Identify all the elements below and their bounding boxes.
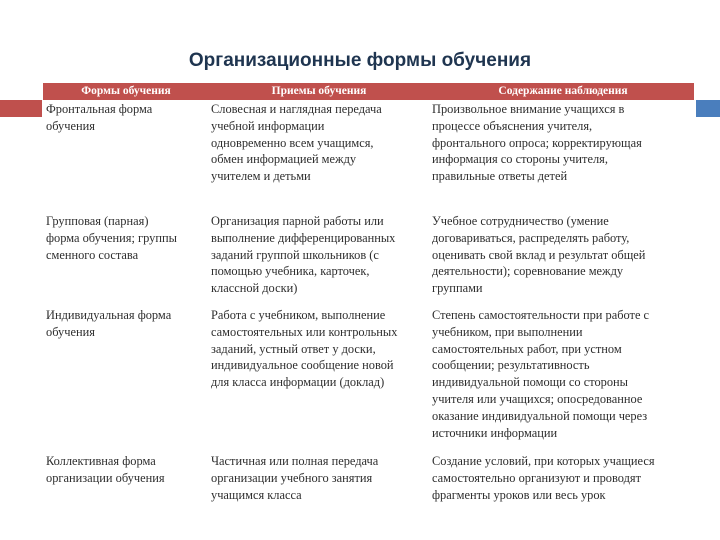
cell-methods: Организация парной работы или выполнение дифференцированных заданий группой школьников (с помощью учебника, карточек, классной доски) bbox=[211, 214, 396, 296]
cell-form: Индивидуальная форма обучения bbox=[46, 308, 172, 339]
left-accent-bar bbox=[0, 100, 42, 117]
table-header bbox=[43, 83, 694, 100]
slide-title: Организационные формы обучения bbox=[188, 50, 532, 71]
table-row bbox=[43, 453, 694, 513]
cell-observation: Произвольное внимание учащихся в процессе объяснения учителя, фронтального опроса; корректирующая информация со стороны учителя, правильные ответы детей bbox=[432, 102, 642, 184]
forms-table bbox=[43, 83, 694, 513]
header-observation: Содержание наблюдения bbox=[498, 85, 628, 97]
cell-methods: Словесная и наглядная передача учебной информации одновременно всем учащимся, обмен информацией между учителем и детьми bbox=[211, 102, 382, 184]
header-methods: Приемы обучения bbox=[271, 85, 367, 97]
header-forms: Формы обучения bbox=[81, 85, 171, 97]
cell-form: Коллективная форма организации обучения bbox=[46, 454, 165, 485]
table-row bbox=[43, 100, 694, 213]
cell-observation: Учебное сотрудничество (умение договариваться, распределять работу, оценивать свой вклад и результат общей деятельности); соревнование между группами bbox=[432, 214, 646, 296]
table-row bbox=[43, 307, 694, 453]
cell-observation: Степень самостоятельности при работе с учебником, при выполнении самостоятельных работ, при устном сообщении; результативность индивидуальной помощи со стороны учителя или учащихся; опосредованное оказание индивидуальной помощи через источники информации bbox=[432, 308, 650, 440]
cell-form: Фронтальная форма обучения bbox=[46, 102, 153, 133]
cell-form: Групповая (парная) форма обучения; группы сменного состава bbox=[46, 214, 177, 262]
right-accent-bar bbox=[696, 100, 720, 117]
cell-methods: Работа с учебником, выполнение самостоятельных или контрольных заданий, устный ответ у доски, индивидуальное сообщение новой для класса информации (доклад) bbox=[211, 308, 398, 390]
cell-observation: Создание условий, при которых учащиеся самостоятельно организуют и проводят фрагменты уроков или весь урок bbox=[432, 454, 655, 502]
cell-methods: Частичная или полная передача организации учебного занятия учащимся класса bbox=[211, 454, 379, 502]
table-row bbox=[43, 213, 694, 307]
